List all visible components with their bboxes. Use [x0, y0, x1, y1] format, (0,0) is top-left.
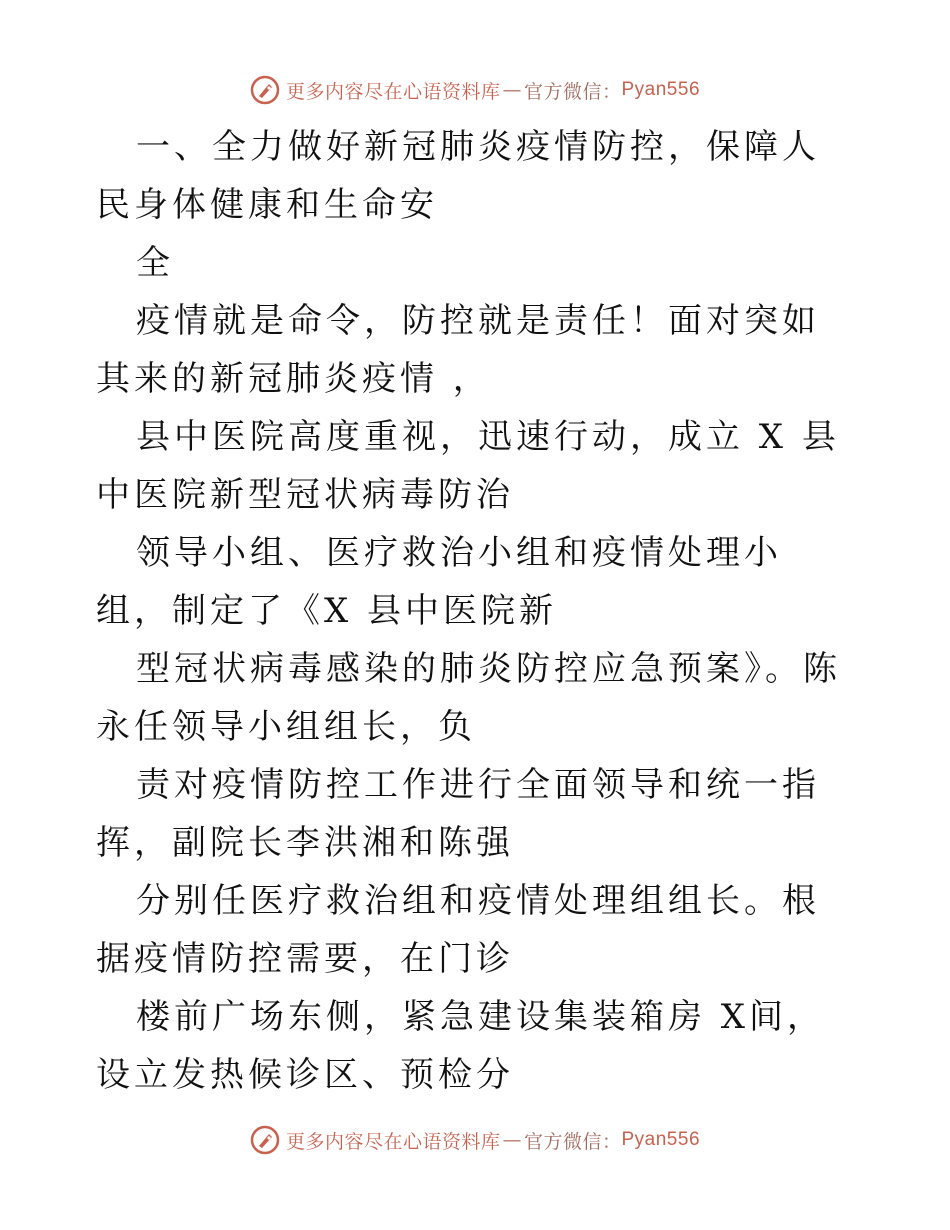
paragraph: 责对疫情防控工作进行全面领导和统一指挥，副院长李洪湘和陈强	[96, 765, 820, 863]
paragraph: 领导小组、医疗救治小组和疫情处理小组，制定了《X 县中医院新	[96, 533, 782, 631]
header-label: 官方微信：	[523, 80, 622, 103]
header-account: Pyan556	[621, 79, 701, 100]
paragraph-heading: 一、全力做好新冠肺炎疫情防控，保障人民身体健康和生命安	[96, 127, 820, 225]
paragraph: 分别任医疗救治组和疫情处理组组长。根据疫情防控需要，在门诊	[96, 881, 820, 979]
paragraph: 县中医院高度重视，迅速行动，成立 X 县中医院新型冠状病毒防治	[96, 417, 840, 515]
footer-label: 官方微信：	[523, 1130, 622, 1153]
footer-brand-text: 更多内容尽在心语资料库	[285, 1130, 501, 1153]
header-dash: —	[502, 79, 522, 101]
paragraph: 楼前广场东侧，紧急建设集装箱房 X间，设立发热候诊区、预检分	[96, 997, 826, 1095]
footer-dash: —	[502, 1129, 522, 1151]
paragraph: 型冠状病毒感染的肺炎防控应急预案》。陈永任领导小组组长，负	[96, 649, 841, 747]
header-brand-text: 更多内容尽在心语资料库	[285, 80, 501, 103]
pen-nib-logo-icon	[250, 75, 280, 105]
header-banner	[0, 70, 950, 110]
document-body	[96, 118, 856, 1104]
paragraph: 全	[136, 243, 174, 283]
footer-banner	[0, 1120, 950, 1160]
pen-nib-logo-icon	[250, 1125, 280, 1155]
paragraph: 疫情就是命令，防控就是责任！面对突如其来的新冠肺炎疫情 ，	[96, 301, 820, 399]
footer-account: Pyan556	[621, 1129, 701, 1150]
